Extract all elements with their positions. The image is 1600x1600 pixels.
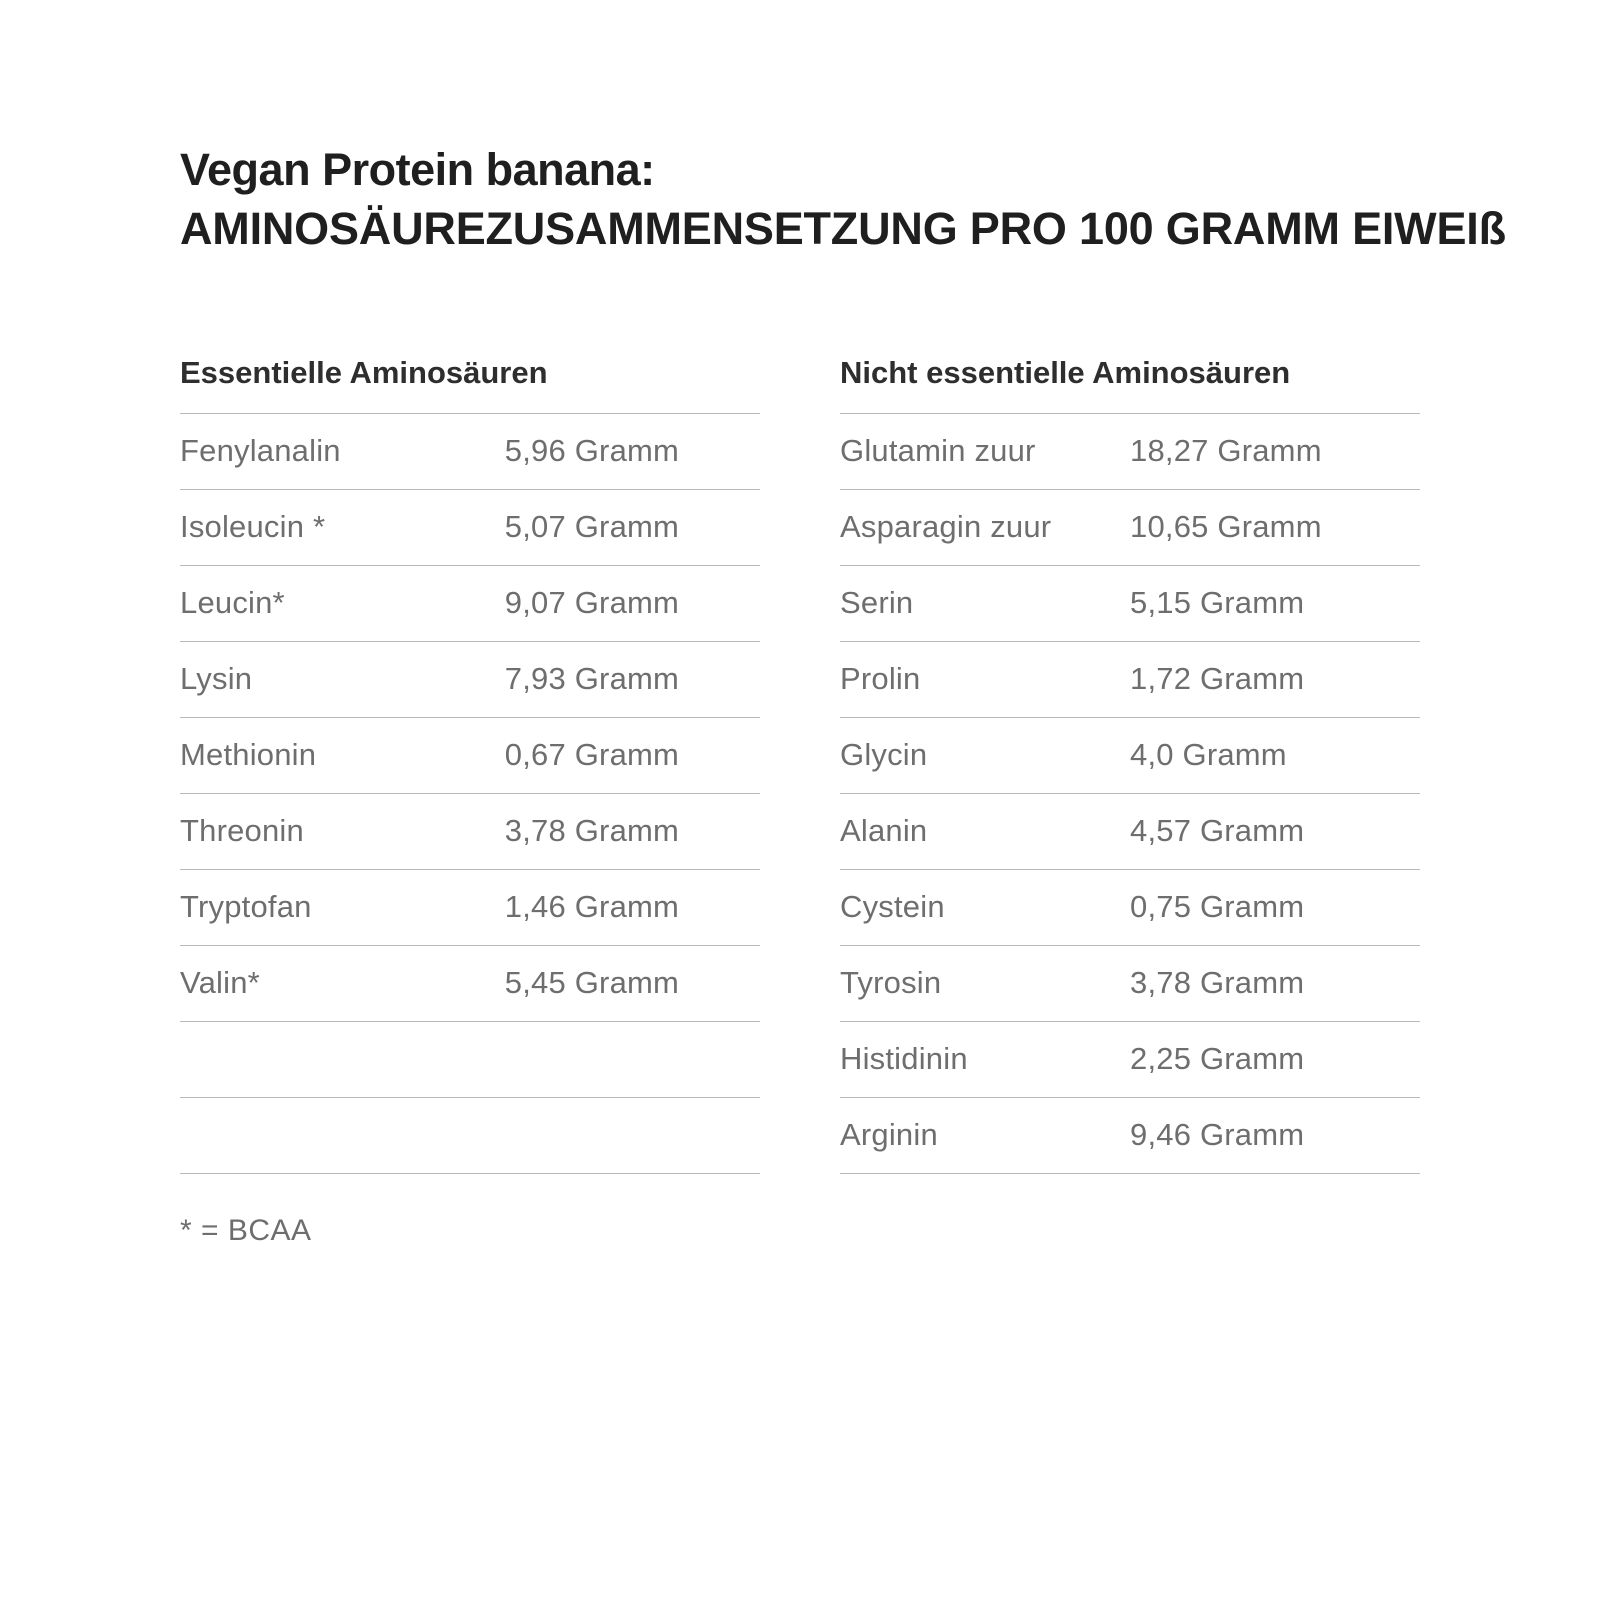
- table-row: [180, 869, 760, 945]
- amino-name: Leucin*: [180, 565, 505, 641]
- amino-name: Alanin: [840, 793, 1130, 869]
- amino-value: 1,46 Gramm: [505, 869, 760, 945]
- essential-amino-acids-column: [180, 355, 760, 1174]
- table-row: [180, 641, 760, 717]
- amino-name: Cystein: [840, 869, 1130, 945]
- amino-name: Serin: [840, 565, 1130, 641]
- amino-name: [180, 1097, 505, 1173]
- amino-value: [505, 1021, 760, 1097]
- table-row: [840, 793, 1420, 869]
- amino-name: Tryptofan: [180, 869, 505, 945]
- non-essential-column-header: Nicht essentielle Aminosäuren: [840, 354, 1291, 390]
- amino-name: Tyrosin: [840, 945, 1130, 1021]
- amino-name: Isoleucin *: [180, 489, 505, 565]
- amino-name: Asparagin zuur: [840, 489, 1130, 565]
- essential-column-header: Essentielle Aminosäuren: [180, 354, 548, 390]
- amino-name: Glutamin zuur: [840, 413, 1130, 489]
- amino-name: [180, 1021, 505, 1097]
- non-essential-amino-acids-column: [840, 355, 1420, 1174]
- amino-name: Histidinin: [840, 1021, 1130, 1097]
- table-row: [840, 1097, 1420, 1173]
- table-row: [180, 413, 760, 489]
- table-row: [180, 945, 760, 1021]
- page-title-product: Vegan Protein banana:: [180, 144, 655, 195]
- amino-value: 5,45 Gramm: [505, 945, 760, 1021]
- amino-value: 9,07 Gramm: [505, 565, 760, 641]
- amino-name: Fenylanalin: [180, 413, 505, 489]
- amino-value: 3,78 Gramm: [505, 793, 760, 869]
- amino-value: [505, 1097, 760, 1173]
- table-row: [180, 717, 760, 793]
- amino-name: Glycin: [840, 717, 1130, 793]
- table-row: [840, 945, 1420, 1021]
- essential-amino-acids-table: [180, 413, 760, 1174]
- amino-name: Valin*: [180, 945, 505, 1021]
- amino-name: Arginin: [840, 1097, 1130, 1173]
- non-essential-amino-acids-table: [840, 413, 1420, 1174]
- bcaa-footnote: * = BCAA: [180, 1213, 312, 1247]
- amino-value: 5,07 Gramm: [505, 489, 760, 565]
- amino-acid-tables: [180, 355, 1420, 1174]
- table-row-empty: [180, 1097, 760, 1173]
- table-row: [840, 641, 1420, 717]
- page-title: [180, 140, 1506, 259]
- amino-value: 4,57 Gramm: [1130, 793, 1420, 869]
- table-row: [840, 489, 1420, 565]
- amino-value: 5,96 Gramm: [505, 413, 760, 489]
- amino-name: Prolin: [840, 641, 1130, 717]
- table-row: [840, 413, 1420, 489]
- amino-name: Methionin: [180, 717, 505, 793]
- page-title-subject: AMINOSÄUREZUSAMMENSETZUNG PRO 100 GRAMM EIWEIß: [180, 203, 1506, 255]
- amino-value: 7,93 Gramm: [505, 641, 760, 717]
- amino-name: Lysin: [180, 641, 505, 717]
- table-row: [840, 717, 1420, 793]
- table-row: [180, 489, 760, 565]
- table-row: [180, 565, 760, 641]
- amino-value: 1,72 Gramm: [1130, 641, 1420, 717]
- table-row: [840, 1021, 1420, 1097]
- table-row-empty: [180, 1021, 760, 1097]
- amino-value: 2,25 Gramm: [1130, 1021, 1420, 1097]
- table-row: [840, 565, 1420, 641]
- amino-name: Threonin: [180, 793, 505, 869]
- amino-value: 18,27 Gramm: [1130, 413, 1420, 489]
- amino-value: 0,75 Gramm: [1130, 869, 1420, 945]
- amino-value: 4,0 Gramm: [1130, 717, 1420, 793]
- amino-value: 5,15 Gramm: [1130, 565, 1420, 641]
- table-row: [180, 793, 760, 869]
- amino-value: 9,46 Gramm: [1130, 1097, 1420, 1173]
- amino-value: 3,78 Gramm: [1130, 945, 1420, 1021]
- amino-value: 0,67 Gramm: [505, 717, 760, 793]
- amino-value: 10,65 Gramm: [1130, 489, 1420, 565]
- table-row: [840, 869, 1420, 945]
